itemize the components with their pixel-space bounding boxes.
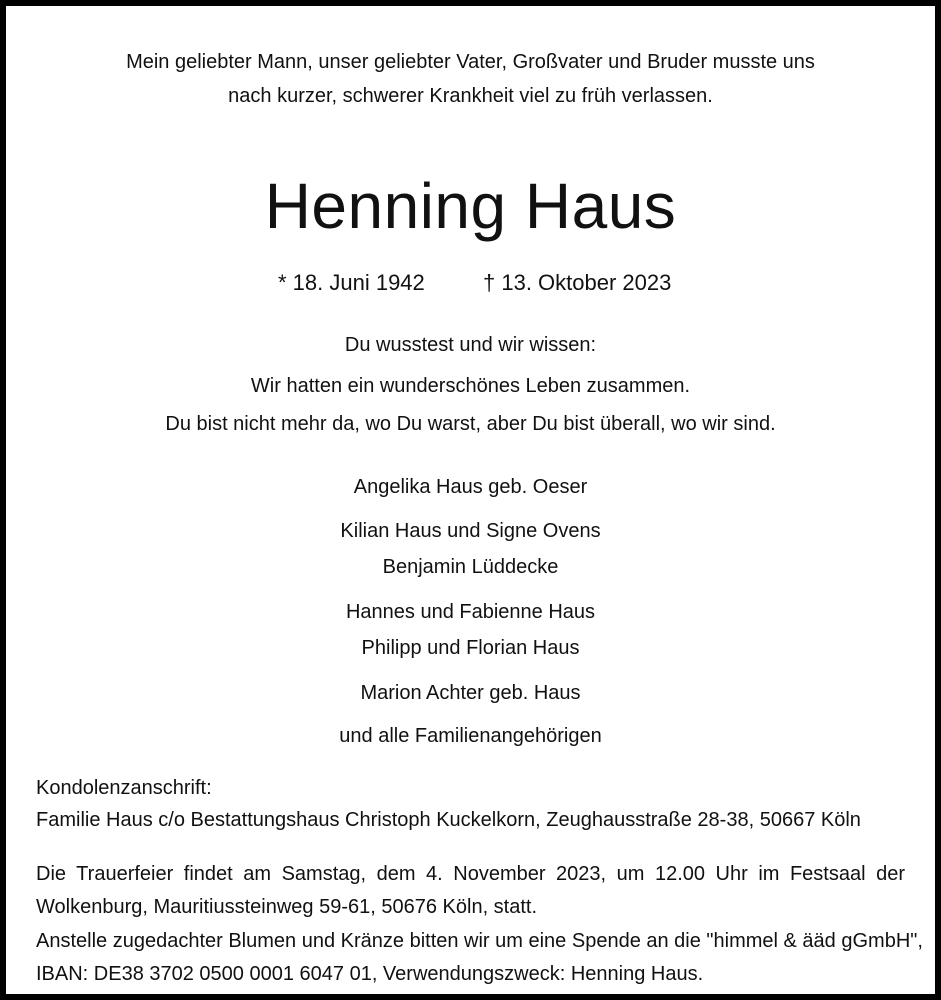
intro-line-1: Mein geliebter Mann, unser geliebter Vater, Großvater und Bruder musste uns — [126, 51, 815, 73]
verse-line-2: Wir hatten ein wunderschönes Leben zusammen. — [250, 375, 691, 397]
family-line: Hannes und Fabienne Haus — [345, 601, 596, 623]
family-line: Marion Achter geb. Haus — [360, 682, 581, 704]
donation-line-2: IBAN: DE38 3702 0500 0001 6047 01, Verwendungszweck: Henning Haus. — [36, 963, 704, 985]
service-line-1: Die Trauerfeier findet am Samstag, dem 4. November 2023, um 12.00 Uhr im Festsaal der — [36, 863, 905, 885]
condolence-address: Familie Haus c/o Bestattungshaus Christoph Kuckelkorn, Zeughausstraße 28-38, 50667 Köln — [36, 809, 861, 831]
family-line: Kilian Haus und Signe Ovens — [340, 520, 601, 542]
service-line-2: Wolkenburg, Mauritiussteinweg 59-61, 50676 Köln, statt. — [36, 896, 538, 918]
intro-line-2: nach kurzer, schwerer Krankheit viel zu früh verlassen. — [228, 85, 713, 107]
family-line: Philipp und Florian Haus — [361, 637, 580, 659]
verse-line-3: Du bist nicht mehr da, wo Du warst, aber Du bist überall, wo wir sind. — [165, 413, 776, 435]
donation-line-1: Anstelle zugedachter Blumen und Kränze bitten wir um eine Spende an die "himmel & ääd gGmbH", — [36, 930, 923, 952]
verse-line-1: Du wusstest und wir wissen: — [344, 334, 597, 356]
family-line: Benjamin Lüddecke — [382, 556, 559, 578]
death-date: † 13. Oktober 2023 — [483, 270, 672, 295]
condolence-label: Kondolenzanschrift: — [36, 777, 212, 799]
family-line: und alle Familienangehörigen — [339, 725, 602, 747]
deceased-name: Henning Haus — [264, 170, 677, 242]
birth-date: * 18. Juni 1942 — [278, 270, 425, 295]
family-line: Angelika Haus geb. Oeser — [353, 476, 588, 498]
